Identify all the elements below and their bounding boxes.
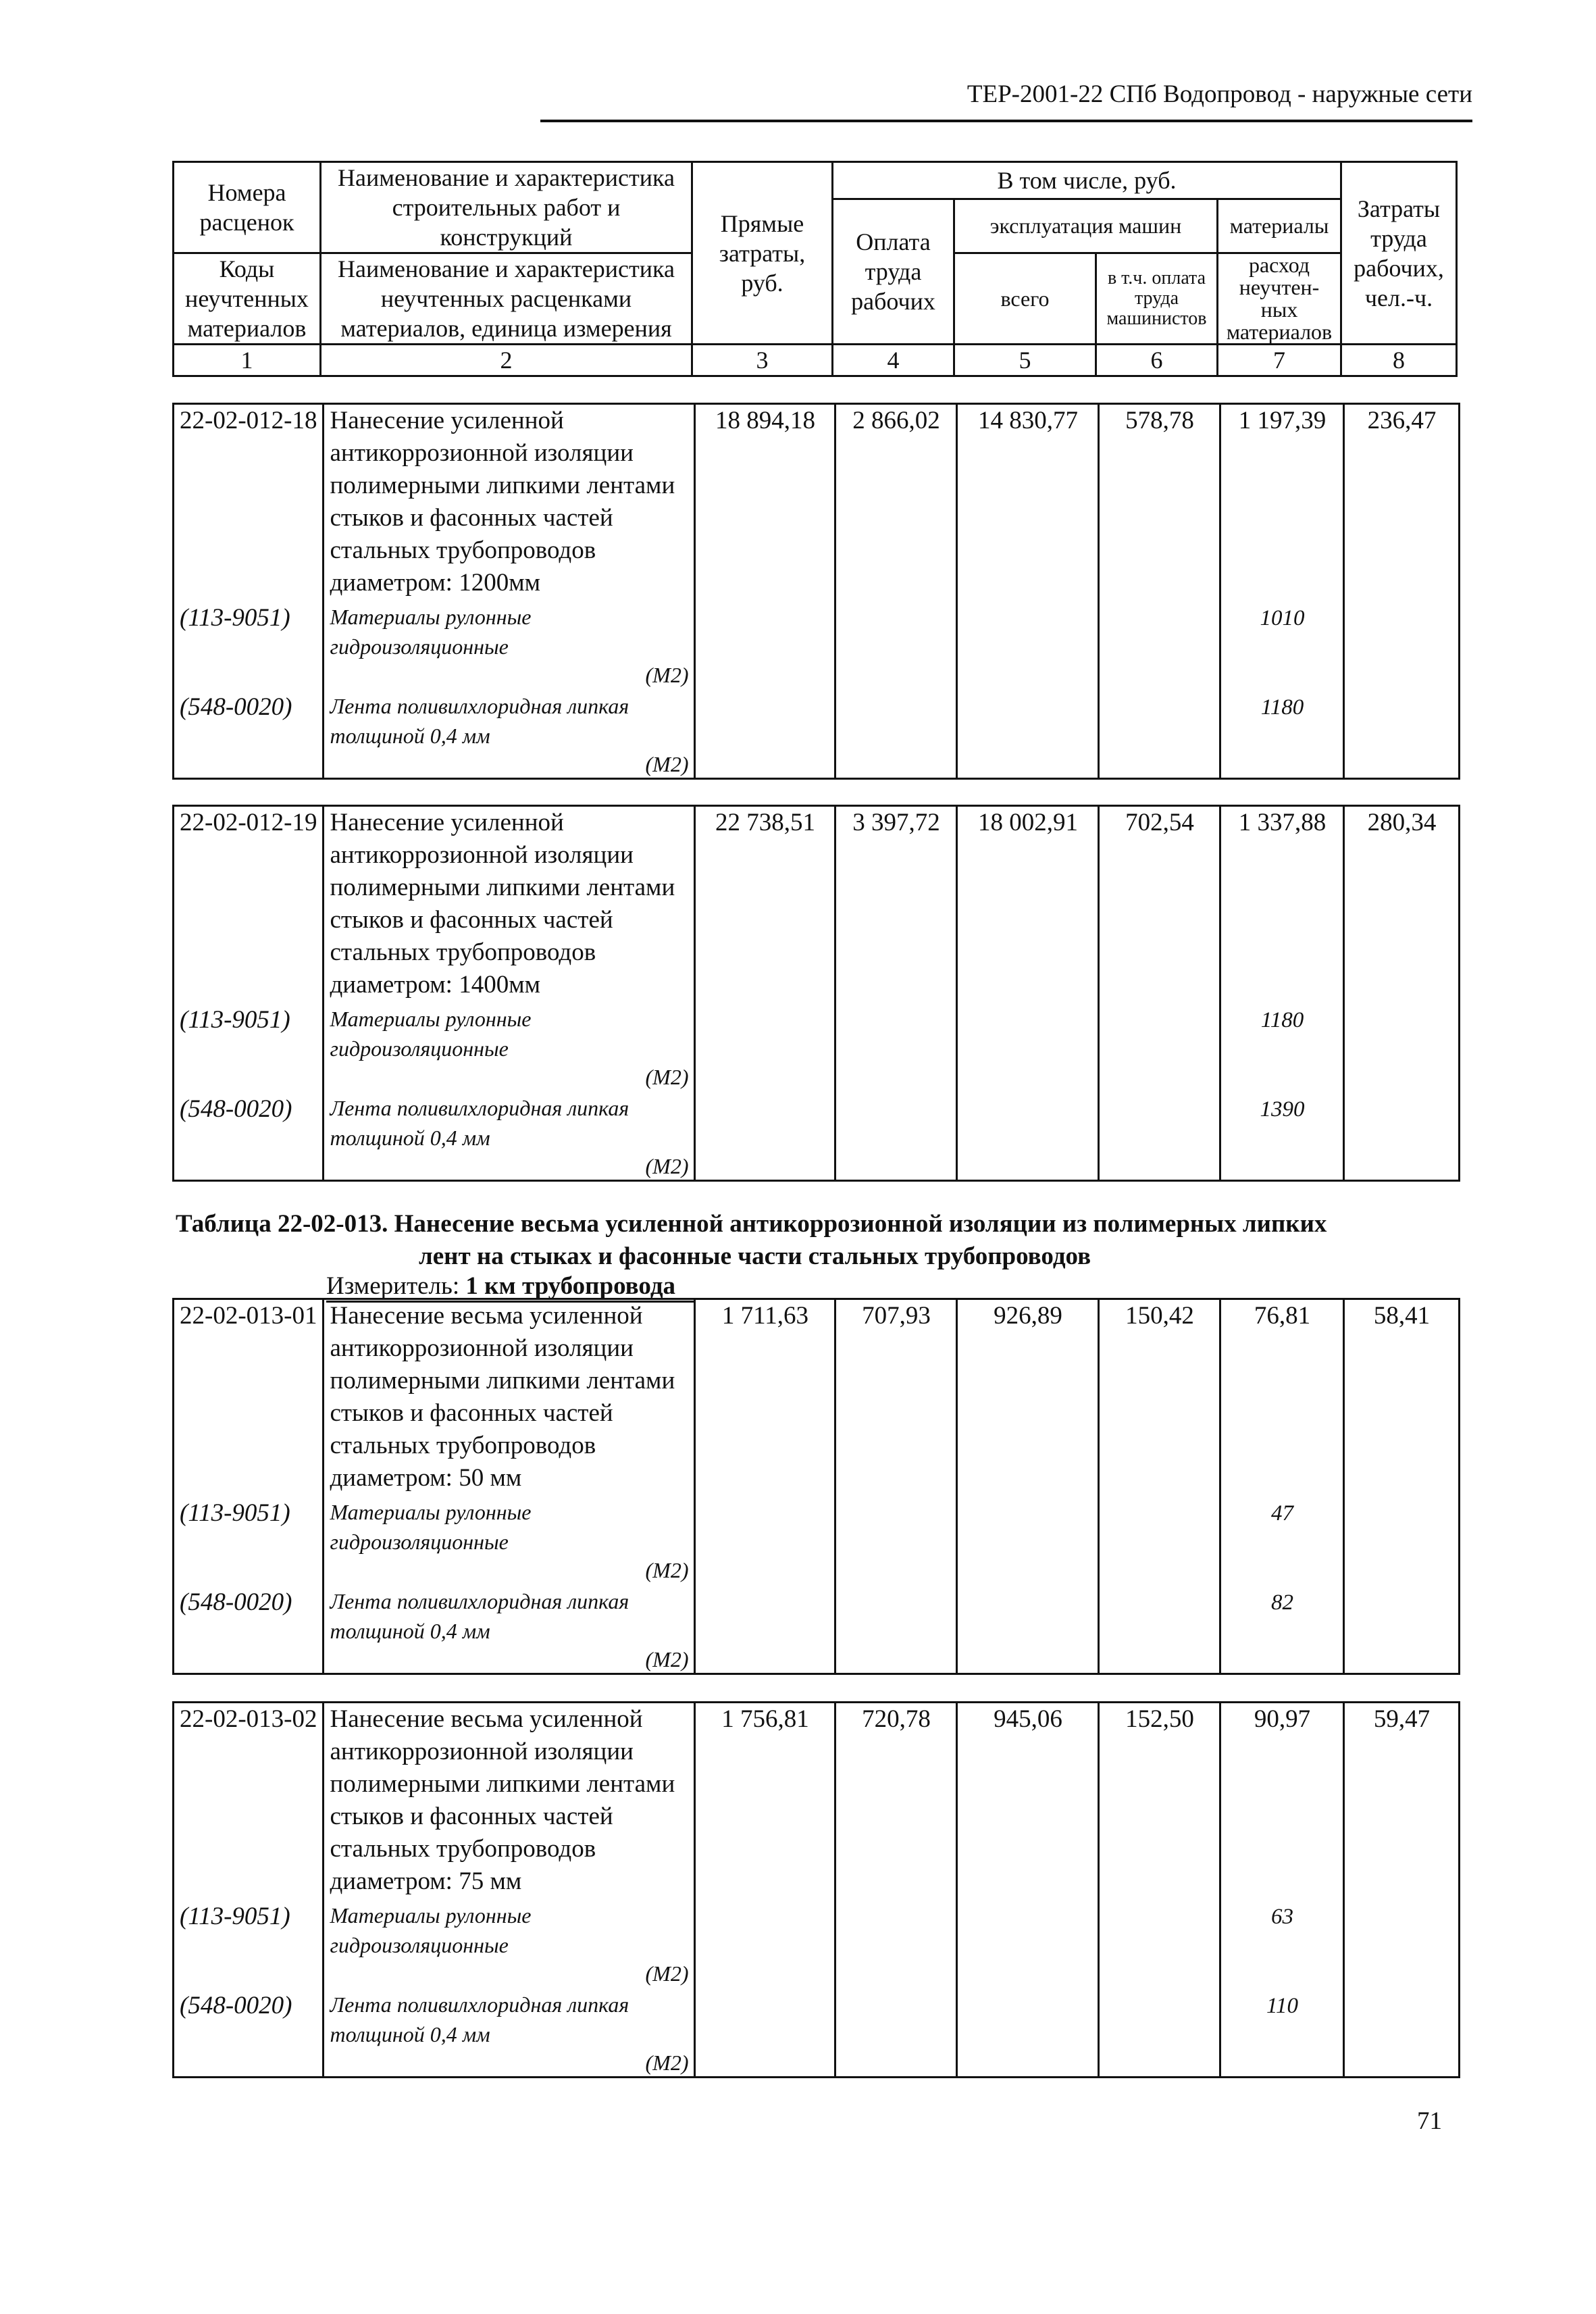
material-code: (113-9051): [174, 1001, 324, 1090]
header-rule: [540, 120, 1472, 122]
material-code: (113-9051): [174, 1898, 324, 1987]
measure-line: [326, 1272, 675, 1301]
material-qty: 47: [1220, 1494, 1344, 1584]
col2-bottom-header: Наименование и характеристика неучтенных расценками материалов, единица измерения: [321, 253, 692, 345]
section-title-line1: Таблица 22-02-013. Нанесение весьма усиленной антикоррозионной изоляции из полимерных липких: [176, 1210, 1327, 1238]
rate-name: Нанесение усиленной антикоррозионной изоляции полимерными липкими лентами стыков и фасонных частей стальных трубопроводов диаметром: 1200мм: [324, 404, 695, 600]
material-code: (548-0020): [174, 688, 324, 779]
materials-cost: 1 337,88: [1220, 806, 1344, 1002]
machinists-cost: 150,42: [1099, 1299, 1220, 1495]
labor-hours: 280,34: [1344, 806, 1460, 1002]
material-qty: 1010: [1220, 599, 1344, 688]
material-unit: (М2): [645, 1154, 689, 1178]
material-name: Материалы рулонные гидроизоляционные: [330, 1903, 532, 1957]
direct-cost: 18 894,18: [695, 404, 835, 600]
machinists-cost: 578,78: [1099, 404, 1220, 600]
col6-header: в т.ч. оплата труда машинистов: [1096, 253, 1218, 345]
col1-bottom-header: Коды неучтенных материалов: [174, 253, 321, 345]
col7-header: расход неучтен-ных материалов: [1218, 253, 1341, 345]
material-code: (113-9051): [174, 1494, 324, 1584]
material-name: Материалы рулонные гидроизоляционные: [330, 1007, 532, 1061]
rate-code: 22-02-012-18: [174, 404, 324, 600]
material-qty: 110: [1220, 1987, 1344, 2078]
material-unit: (М2): [645, 1961, 689, 1986]
rate-code: 22-02-013-02: [174, 1703, 324, 1898]
labor-cost: 3 397,72: [835, 806, 957, 1002]
material-unit: (М2): [645, 663, 689, 687]
material-name: Лента поливилхлоридная липкая толщиной 0,4 мм: [330, 1589, 629, 1643]
rate-name: Нанесение усиленной антикоррозионной изоляции полимерными липкими лентами стыков и фасонных частей стальных трубопроводов диаметром: 1400мм: [324, 806, 695, 1002]
col1-top-header: Номера расценок: [174, 162, 321, 253]
rate-code: 22-02-013-01: [174, 1299, 324, 1495]
rate-block: [172, 805, 1460, 1182]
rate-name: Нанесение весьма усиленной антикоррозионной изоляции полимерными липкими лентами стыков и фасонных частей стальных трубопроводов диаметром: 75 мм: [324, 1703, 695, 1898]
col-number: 8: [1341, 345, 1457, 376]
material-code: (113-9051): [174, 599, 324, 688]
labor-cost: 720,78: [835, 1703, 957, 1898]
material-code: (548-0020): [174, 1987, 324, 2078]
material-name: Материалы рулонные гидроизоляционные: [330, 1500, 532, 1554]
col8-header: Затраты труда рабочих, чел.-ч.: [1341, 162, 1457, 345]
labor-hours: 58,41: [1344, 1299, 1460, 1495]
material-name: Лента поливилхлоридная липкая толщиной 0,4 мм: [330, 1096, 629, 1150]
materials-cost: 76,81: [1220, 1299, 1344, 1495]
material-qty: 82: [1220, 1584, 1344, 1674]
machines-total: 926,89: [957, 1299, 1099, 1495]
direct-cost: 22 738,51: [695, 806, 835, 1002]
machines-total: 18 002,91: [957, 806, 1099, 1002]
measure-value: 1 км трубопровода: [465, 1272, 676, 1300]
material-unit: (М2): [645, 1065, 689, 1089]
document-header-title: ТЕР-2001-22 СПб Водопровод - наружные сети: [967, 80, 1472, 108]
materials-cost: 1 197,39: [1220, 404, 1344, 600]
material-unit: (М2): [645, 2051, 689, 2075]
material-name: Материалы рулонные гидроизоляционные: [330, 605, 532, 659]
material-qty: 63: [1220, 1898, 1344, 1987]
material-name: Лента поливилхлоридная липкая толщиной 0,4 мм: [330, 694, 629, 748]
col-number: 7: [1218, 345, 1341, 376]
material-name: Лента поливилхлоридная липкая толщиной 0,4 мм: [330, 1992, 629, 2046]
labor-hours: 59,47: [1344, 1703, 1460, 1898]
machinists-cost: 152,50: [1099, 1703, 1220, 1898]
labor-cost: 2 866,02: [835, 404, 957, 600]
material-code: (548-0020): [174, 1090, 324, 1181]
rate-block: [172, 1298, 1460, 1675]
labor-cost: 707,93: [835, 1299, 957, 1495]
group-header: В том числе, руб.: [833, 162, 1341, 199]
machines-total: 945,06: [957, 1703, 1099, 1898]
col4-header: Оплата труда рабочих: [833, 199, 954, 345]
col-number: 4: [833, 345, 954, 376]
machines-total: 14 830,77: [957, 404, 1099, 600]
rate-code: 22-02-012-19: [174, 806, 324, 1002]
rate-block: [172, 403, 1460, 780]
rate-block: [172, 1701, 1460, 2078]
rate-name: Нанесение весьма усиленной антикоррозионной изоляции полимерными липкими лентами стыков и фасонных частей стальных трубопроводов диаметром: 50 мм: [324, 1299, 695, 1495]
material-unit: (М2): [645, 1647, 689, 1671]
material-qty: 1390: [1220, 1090, 1344, 1181]
column-header-table: [172, 161, 1458, 377]
col-number: 2: [321, 345, 692, 376]
section-title-line2: лент на стыках и фасонные части стальных трубопроводов: [419, 1242, 1091, 1270]
col3-header: Прямые затраты, руб.: [692, 162, 833, 345]
col-number: 6: [1096, 345, 1218, 376]
material-code: (548-0020): [174, 1584, 324, 1674]
material-qty: 1180: [1220, 688, 1344, 779]
col5-header: всего: [954, 253, 1096, 345]
material-unit: (М2): [645, 1558, 689, 1582]
direct-cost: 1 756,81: [695, 1703, 835, 1898]
materials-cost: 90,97: [1220, 1703, 1344, 1898]
col-number: 5: [954, 345, 1096, 376]
material-unit: (М2): [645, 752, 689, 776]
labor-hours: 236,47: [1344, 404, 1460, 600]
direct-cost: 1 711,63: [695, 1299, 835, 1495]
col2-top-header: Наименование и характеристика строительных работ и конструкций: [321, 162, 692, 253]
col-number: 1: [174, 345, 321, 376]
materials-header: материалы: [1218, 199, 1341, 253]
material-qty: 1180: [1220, 1001, 1344, 1090]
machinists-cost: 702,54: [1099, 806, 1220, 1002]
col-number: 3: [692, 345, 833, 376]
measure-label: Измеритель:: [326, 1272, 460, 1300]
page-number: 71: [1417, 2107, 1442, 2135]
machines-header: эксплуатация машин: [954, 199, 1218, 253]
